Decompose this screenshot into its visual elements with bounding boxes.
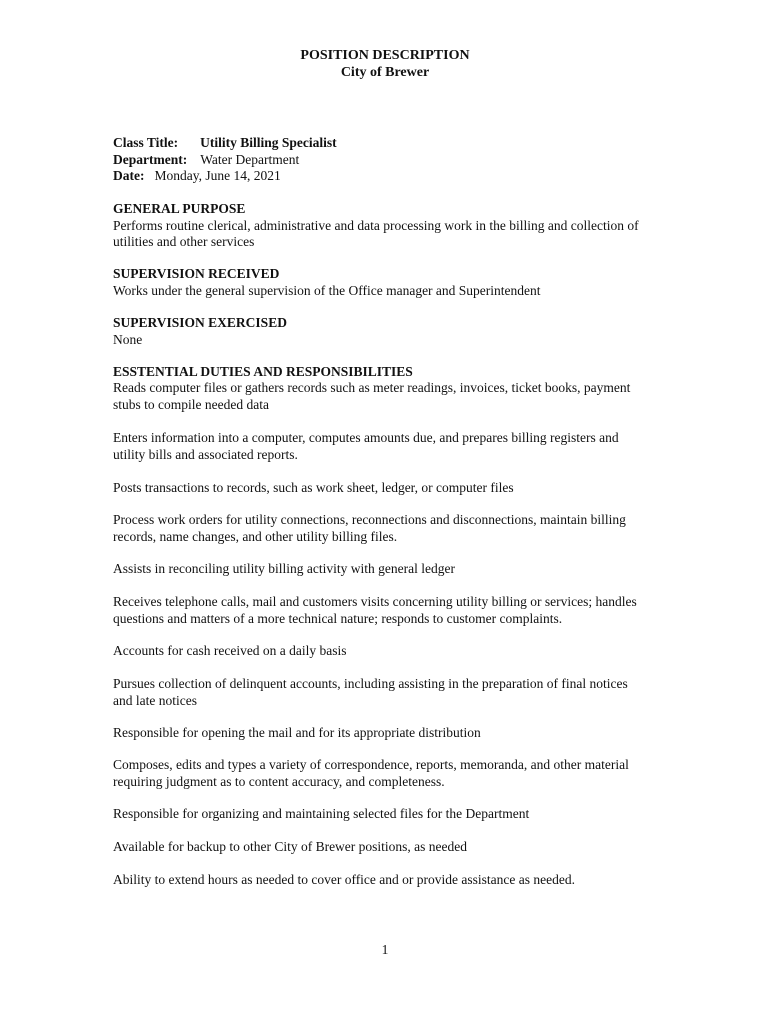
duty-item [113,430,658,463]
supervision-received-section [113,266,658,299]
duties-heading-block [113,364,658,381]
duty-item [113,643,658,660]
duty-line: Ability to extend hours as needed to cover office and or provide assistance as needed. [113,872,575,887]
supervision-received-text: Works under the general supervision of the Office manager and Superintendent [113,282,541,298]
duty-line: utility bills and associated reports. [113,446,298,462]
duty-item [113,839,658,856]
general-purpose-line-2: utilities and other services [113,234,255,249]
duty-line: Responsible for opening the mail and for its appropriate distribution [113,725,481,740]
duty-item [113,676,658,709]
duty-line: Reads computer files or gathers records such as meter readings, invoices, ticket books, payment [113,380,631,395]
duty-item [113,480,658,497]
supervision-exercised-section [113,315,658,348]
duties-heading: ESSTENTIAL DUTIES AND RESPONSIBILITIES [113,364,413,379]
class-title-label: Class Title: [113,135,179,150]
class-title-value: Utility Billing Specialist [200,135,337,150]
duty-line: Responsible for organizing and maintaining selected files for the Department [113,806,530,821]
duty-line: requiring judgment as to content accuracy, and completeness. [113,773,445,789]
duty-item [113,806,658,823]
duty-line: Receives telephone calls, mail and customers visits concerning utility billing or services; handles [113,594,637,609]
class-title-row [113,135,337,152]
duty-line: Posts transactions to records, such as work sheet, ledger, or computer files [113,480,514,495]
duty-line: Assists in reconciling utility billing activity with general ledger [113,561,455,576]
page-subtitle: City of Brewer [340,65,430,80]
supervision-exercised-text: None [113,331,143,347]
duty-line: Composes, edits and types a variety of correspondence, reports, memoranda, and other material [113,757,629,772]
date-row [113,168,281,185]
duty-item [113,512,658,545]
duty-line: Accounts for cash received on a daily basis [113,643,347,658]
general-purpose-section [113,201,658,251]
general-purpose-line-1: Performs routine clerical, administrative and data processing work in the billing and collection of [113,217,639,233]
duty-item [113,757,658,790]
department-row [113,152,299,169]
duty-line: and late notices [113,692,197,708]
general-purpose-heading: GENERAL PURPOSE [113,201,246,216]
duty-item [113,561,658,578]
duty-item [113,725,658,742]
duty-line: records, name changes, and other utility billing files. [113,528,398,544]
page-title: POSITION DESCRIPTION [300,48,470,63]
supervision-received-heading: SUPERVISION RECEIVED [113,266,280,281]
duty-item [113,380,658,413]
duty-line: Pursues collection of delinquent accounts, including assisting in the preparation of final notices [113,676,628,691]
duty-line: stubs to compile needed data [113,396,269,412]
department-label: Department: [113,152,188,167]
date-label: Date: [113,168,145,183]
duty-item [113,872,658,889]
department-value: Water Department [200,152,300,167]
duty-item [113,594,658,627]
duty-line: questions and matters of a more technical nature; responds to customer complaints. [113,610,563,626]
duty-line: Available for backup to other City of Brewer positions, as needed [113,839,468,854]
date-value: Monday, June 14, 2021 [154,168,281,183]
supervision-exercised-heading: SUPERVISION EXERCISED [113,315,287,330]
duty-line: Enters information into a computer, computes amounts due, and prepares billing registers and [113,430,619,445]
duty-line: Process work orders for utility connections, reconnections and disconnections, maintain billing [113,512,626,527]
page-number: 1 [381,942,389,957]
